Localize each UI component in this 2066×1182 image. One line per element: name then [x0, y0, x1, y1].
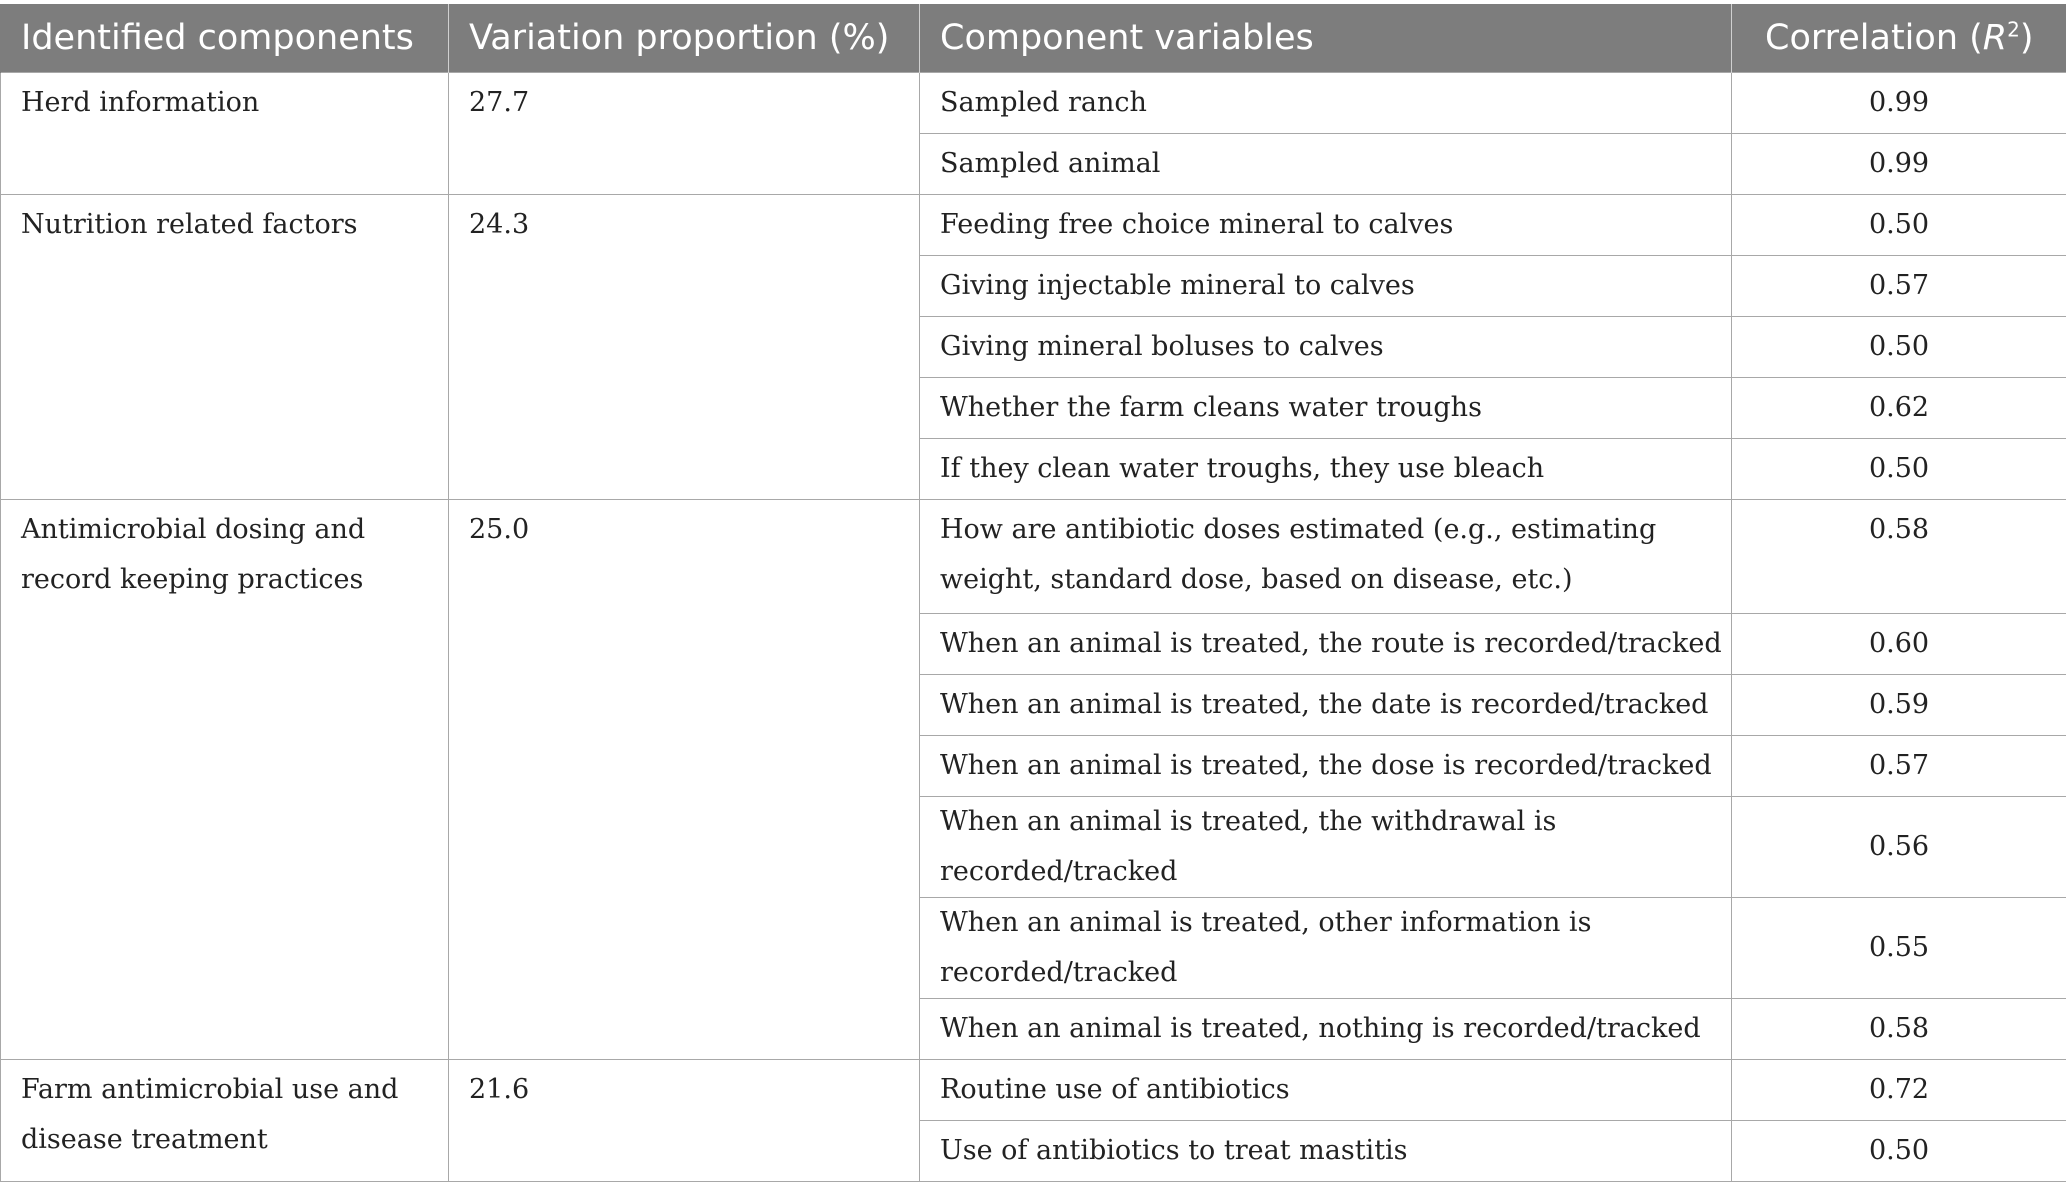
component-variable: Feeding free choice mineral to calves — [920, 195, 1732, 256]
component-variable: Giving mineral boluses to calves — [920, 317, 1732, 378]
component-variable: When an animal is treated, the date is recorded/tracked — [920, 675, 1732, 736]
table-header — [1, 4, 2066, 73]
header-correlation-var: R — [1983, 18, 2007, 58]
table-row — [1, 1060, 2066, 1121]
header-correlation-suffix: ) — [2020, 18, 2034, 58]
component-name: Herd information — [1, 73, 449, 195]
component-variable: If they clean water troughs, they use bleach — [920, 439, 1732, 500]
correlation-value: 0.72 — [1732, 1060, 2066, 1121]
component-variable: Giving injectable mineral to calves — [920, 256, 1732, 317]
table-row — [1, 195, 2066, 256]
correlation-value: 0.60 — [1732, 614, 2066, 675]
component-variable: Routine use of antibiotics — [920, 1060, 1732, 1121]
pca-components-table — [0, 4, 2066, 1182]
correlation-value: 0.56 — [1732, 797, 2066, 898]
component-variable: When an animal is treated, the route is recorded/tracked — [920, 614, 1732, 675]
component-variable: When an animal is treated, other information is recorded/tracked — [920, 898, 1732, 999]
variation-proportion: 24.3 — [449, 195, 920, 500]
header-correlation-exp: 2 — [2007, 17, 2020, 41]
correlation-value: 0.59 — [1732, 675, 2066, 736]
component-variable: When an animal is treated, the withdrawal is recorded/tracked — [920, 797, 1732, 898]
correlation-value: 0.55 — [1732, 898, 2066, 999]
header-identified-components: Identified components — [1, 4, 449, 73]
table-row — [1, 73, 2066, 134]
header-row — [1, 4, 2066, 73]
variation-proportion: 27.7 — [449, 73, 920, 195]
correlation-value: 0.58 — [1732, 999, 2066, 1060]
component-variable: Use of antibiotics to treat mastitis — [920, 1121, 1732, 1182]
header-variation-proportion: Variation proportion (%) — [449, 4, 920, 73]
header-component-variables: Component variables — [920, 4, 1732, 73]
component-name: Nutrition related factors — [1, 195, 449, 500]
component-variable: When an animal is treated, nothing is recorded/tracked — [920, 999, 1732, 1060]
component-variable: Sampled ranch — [920, 73, 1732, 134]
correlation-value: 0.99 — [1732, 73, 2066, 134]
header-correlation-prefix: Correlation ( — [1765, 18, 1983, 58]
correlation-value: 0.50 — [1732, 317, 2066, 378]
correlation-value: 0.50 — [1732, 195, 2066, 256]
component-name: Antimicrobial dosing and record keeping practices — [1, 500, 449, 1060]
component-variable: How are antibiotic doses estimated (e.g., estimating weight, standard dose, based on disease, etc.) — [920, 500, 1732, 614]
component-variable: Sampled animal — [920, 134, 1732, 195]
variation-proportion: 25.0 — [449, 500, 920, 1060]
table-body — [1, 73, 2066, 1182]
correlation-value: 0.57 — [1732, 256, 2066, 317]
correlation-value: 0.62 — [1732, 378, 2066, 439]
component-variable: When an animal is treated, the dose is recorded/tracked — [920, 736, 1732, 797]
correlation-value: 0.50 — [1732, 439, 2066, 500]
correlation-value: 0.99 — [1732, 134, 2066, 195]
component-variable: Whether the farm cleans water troughs — [920, 378, 1732, 439]
correlation-value: 0.57 — [1732, 736, 2066, 797]
table-row — [1, 500, 2066, 614]
variation-proportion: 21.6 — [449, 1060, 920, 1182]
header-correlation — [1732, 4, 2066, 73]
correlation-value: 0.58 — [1732, 500, 2066, 614]
component-name: Farm antimicrobial use and disease treatment — [1, 1060, 449, 1182]
correlation-value: 0.50 — [1732, 1121, 2066, 1182]
